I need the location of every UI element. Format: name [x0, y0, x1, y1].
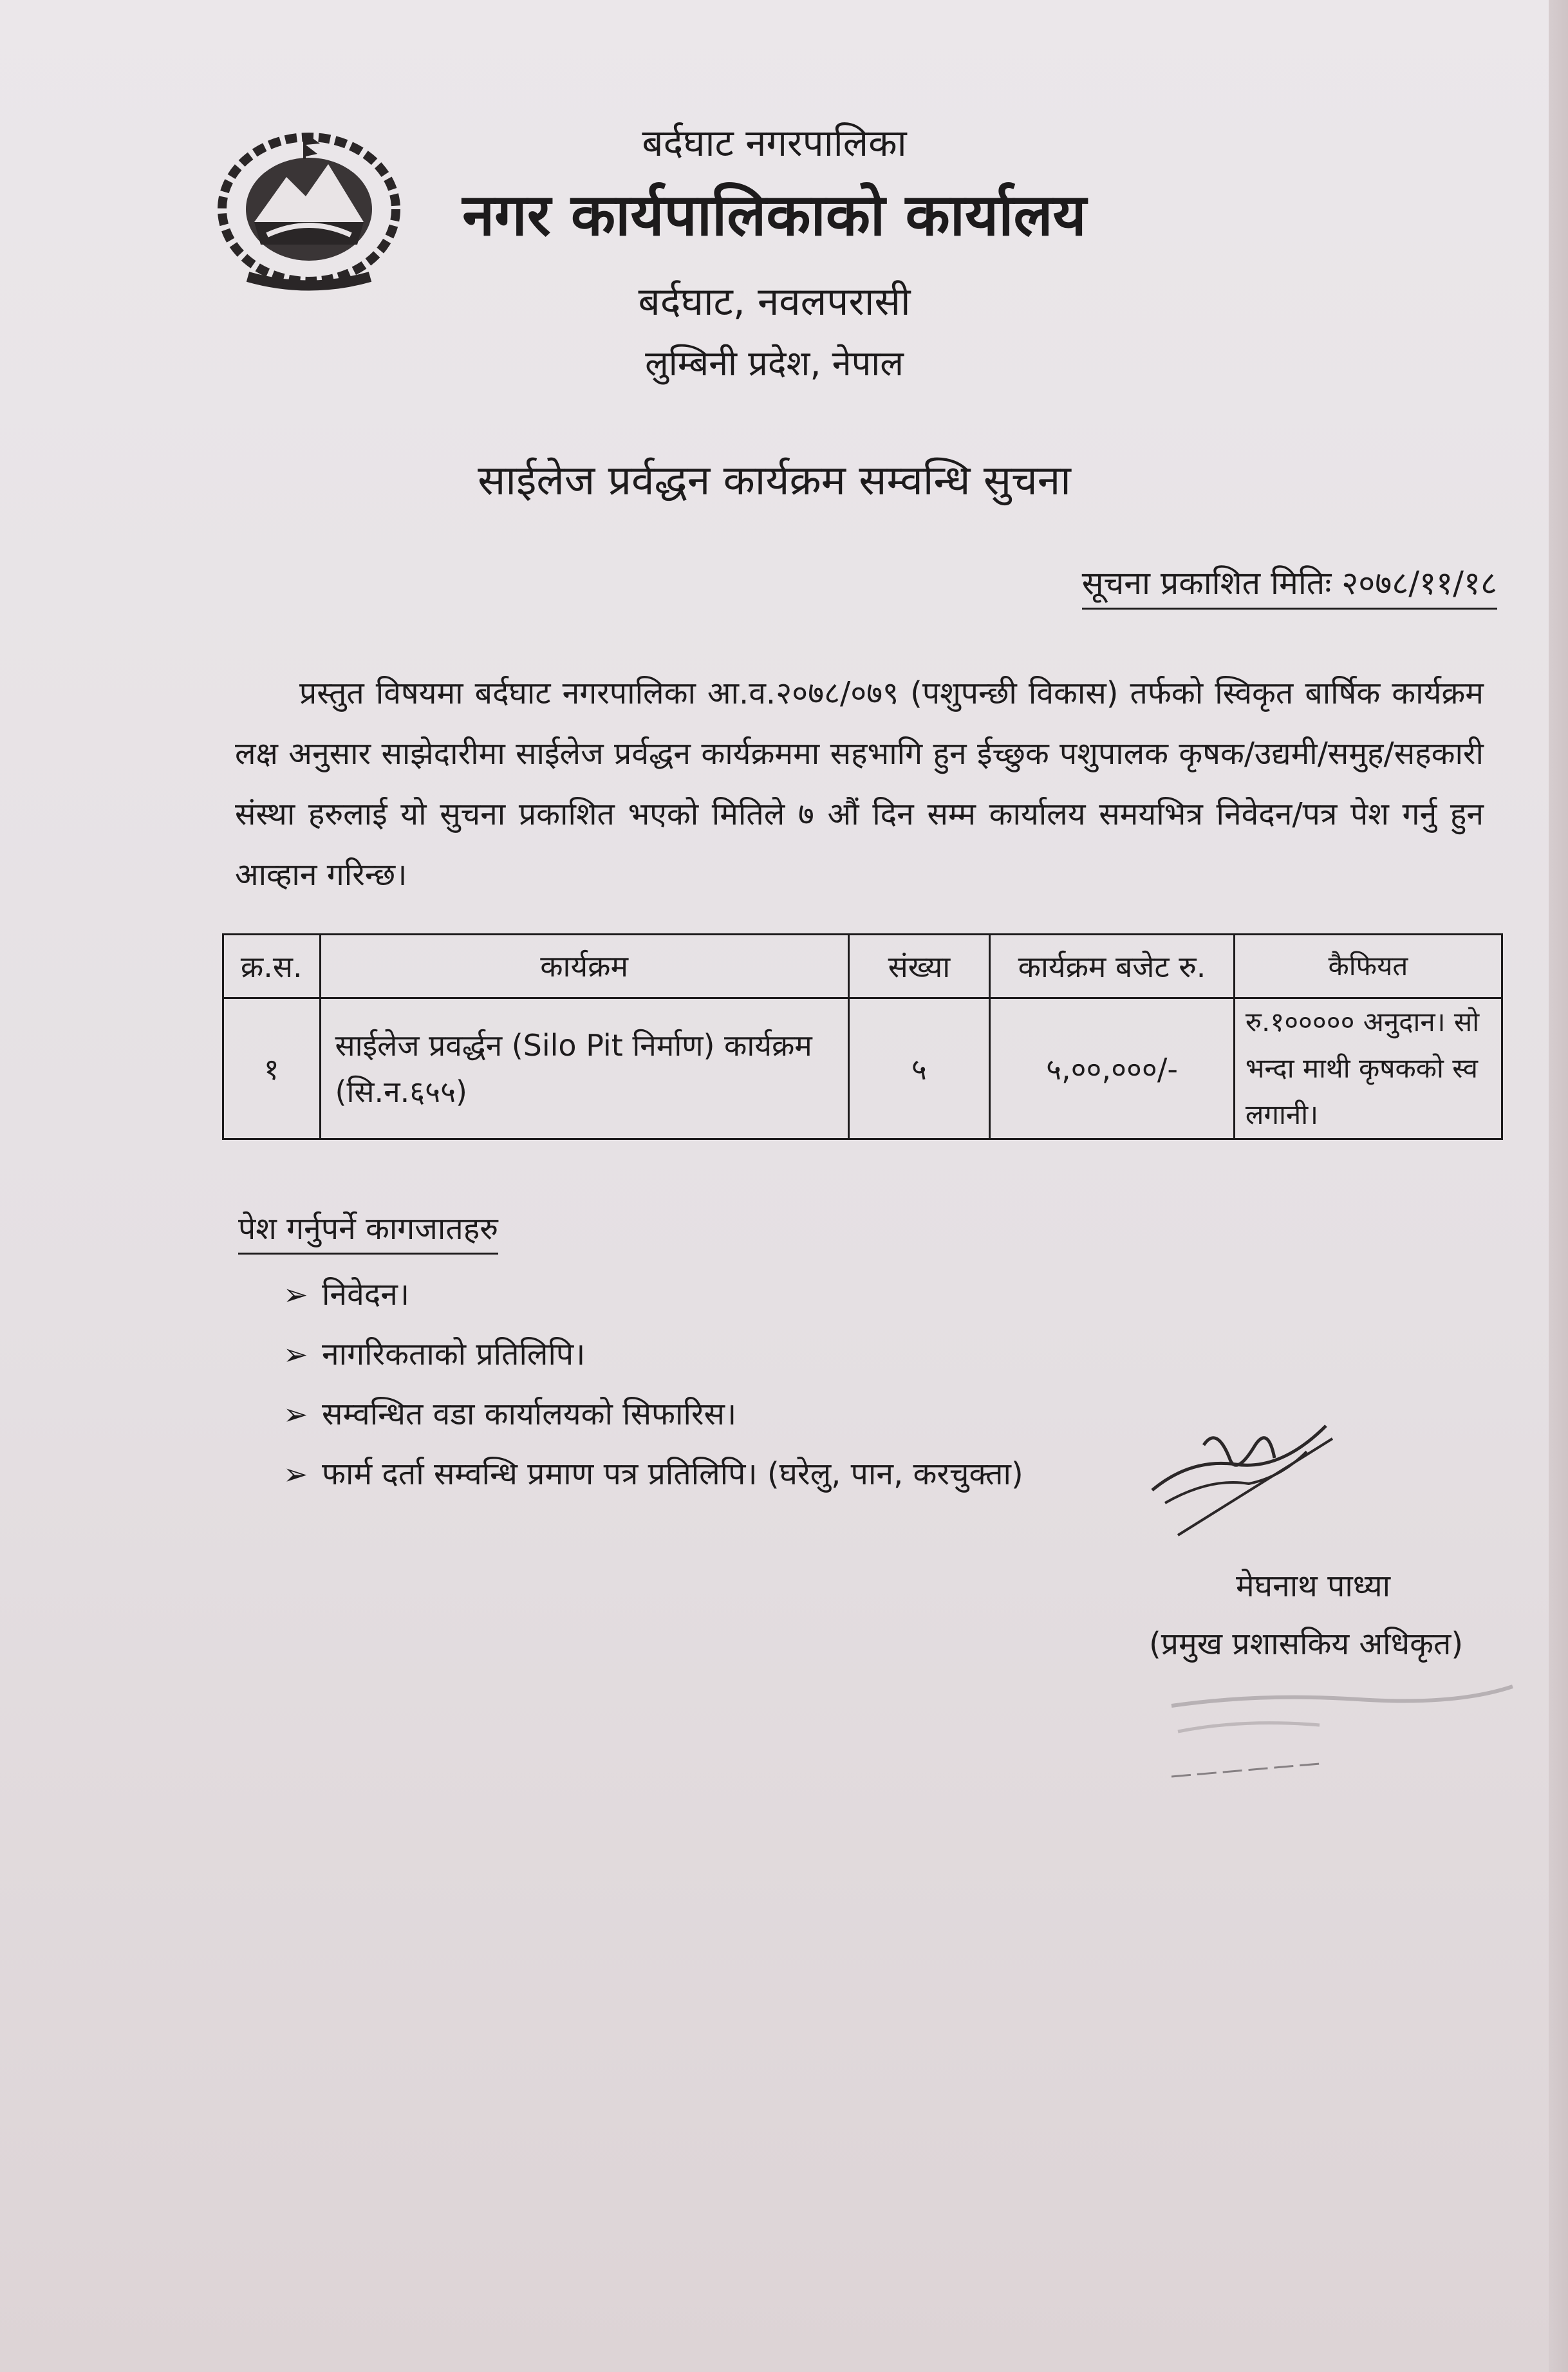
signatory-title: (प्रमुख प्रशासकिय अधिकृत): [1149, 1626, 1464, 1662]
document-label: सम्वन्धित वडा कार्यालयको सिफारिस।: [322, 1396, 737, 1432]
program-table: [222, 933, 1503, 1140]
notice-subject: साईलेज प्रर्वद्धन कार्यक्रम सम्वन्धि सुचना: [478, 457, 1071, 505]
notice-body: प्रस्तुत विषयमा बर्दघाट नगरपालिका आ.व.२०७८/०७९ (पशुपन्छी विकास) तर्फको स्विकृत बार्षिक कार्यक्रम लक्ष अनुसार साझेदारीमा साईलेज प्रर्वद्धन कार्यक्रममा सहभागि हुन ईच्छुक पशुपालक कृषक/उद्यमी/समुह/सहकारी संस्था हरुलाई यो सुचना प्रकाशित भएको मितिले ७ औं दिन सम्म कार्यालय समयभित्र निवेदन/पत्र पेश गर्नु हुन आव्हान गरिन्छ।: [235, 675, 1484, 893]
cell-budget: ५,००,०००/-: [990, 998, 1235, 1139]
header-quantity: संख्या: [848, 935, 989, 998]
arrow-bullet-icon: ➢: [283, 1457, 308, 1491]
list-item: [283, 1265, 1023, 1325]
table-header-row: [223, 935, 1502, 998]
office-title: नगर कार्यपालिकाको कार्यालय: [462, 182, 1087, 249]
table-row: [223, 998, 1502, 1139]
cell-program: साईलेज प्रवर्द्धन (Silo Pit निर्माण) कार्यक्रम (सि.न.६५५): [320, 998, 848, 1139]
arrow-bullet-icon: ➢: [283, 1337, 308, 1372]
municipality-name: बर्दघाट नगरपालिका: [642, 121, 907, 165]
paper-edge: [1549, 0, 1568, 2372]
document-label: नागरिकताको प्रतिलिपि।: [322, 1336, 586, 1372]
document-label: फार्म दर्ता सम्वन्धि प्रमाण पत्र प्रतिलिपि। (घरेलु, पान, करचुक्ता): [322, 1456, 1023, 1492]
list-item: [283, 1325, 1023, 1385]
arrow-bullet-icon: ➢: [283, 1397, 308, 1432]
header-program: कार्यक्रम: [320, 935, 848, 998]
office-province: लुम्बिनी प्रदेश, नेपाल: [645, 343, 904, 384]
cell-remarks: रु.१००००० अनुदान। सो भन्दा माथी कृषकको स्व लगानी।: [1234, 998, 1502, 1139]
header-serial: क्र.स.: [223, 935, 321, 998]
signatory-name: मेघनाथ पाध्या: [1236, 1568, 1391, 1604]
signature-icon: [1139, 1400, 1339, 1542]
list-item: [283, 1444, 1023, 1504]
cell-serial: १: [223, 998, 321, 1139]
list-item: [283, 1385, 1023, 1444]
published-date: सूचना प्रकाशित मितिः २०७८/११/१८: [1082, 560, 1497, 610]
cell-quantity: ५: [848, 998, 989, 1139]
arrow-bullet-icon: ➢: [283, 1277, 308, 1312]
documents-heading: पेश गर्नुपर्ने कागजातहरु: [238, 1207, 498, 1255]
document-label: निवेदन।: [322, 1276, 410, 1312]
header-remarks: कैफियत: [1234, 935, 1502, 998]
office-address: बर्दघाट, नवलपरासी: [638, 279, 911, 324]
header-budget: कार्यक्रम बजेट रु.: [990, 935, 1235, 998]
documents-list: [283, 1265, 1023, 1504]
faded-stamp-icon: [1165, 1648, 1519, 1796]
